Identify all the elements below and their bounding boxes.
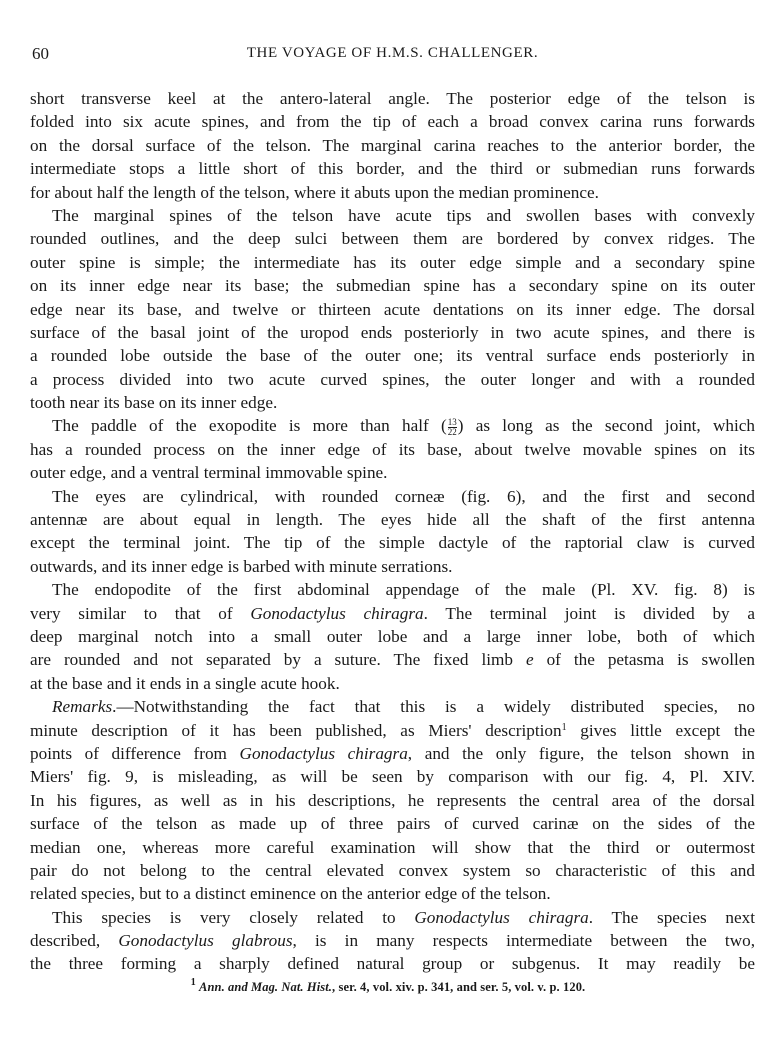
text-line [30,391,755,414]
fraction [448,418,457,437]
text-span: folded into six acute spines, and from the tip of each a broad convex carina runs forwards [30,112,755,132]
text-span: on the dorsal surface of the telson. The marginal carina reaches to the anterior border, the [30,135,755,155]
text-line [30,204,755,227]
text-line [30,952,755,975]
text-span: a process divided into two acute curved spines, the outer longer and with a rounded [30,369,755,389]
text-span: surface of the telson as made up of three pairs of curved carinæ on the sides of the [30,814,755,834]
paragraph [30,204,755,415]
text-line [30,181,755,204]
text-span: outwards, and its inner edge is barbed with minute serrations. [30,556,453,576]
text-line [30,485,755,508]
text-span: rounded outlines, and the deep sulci between them are bordered by convex ridges. The [30,229,755,249]
text-span: gives little except the [566,720,755,740]
text-span: short transverse keel at the antero-lateral angle. The posterior edge of the telson is [30,89,755,108]
text-line [30,648,755,671]
fraction-numerator: 13 [447,417,457,428]
text-span: very similar to that of [30,603,251,623]
text-line [30,906,755,929]
text-line [30,508,755,531]
text-span: tooth near its base on its inner edge. [30,393,278,413]
text-line [30,298,755,321]
paragraph [30,906,755,976]
text-line [30,929,755,952]
text-line [30,836,755,859]
text-span: pair do not belong to the central elevated convex system so characteristic of this and [30,860,755,880]
text-line [30,578,755,601]
text-line [30,344,755,367]
text-line [30,742,755,765]
text-line [30,227,755,250]
text-span: on its inner edge near its base; the submedian spine has a secondary spine on its outer [30,276,755,296]
text-line [30,672,755,695]
italic-text: Gonodactylus chiragra [250,603,424,623]
text-span: , and the only figure, the telson shown in [407,743,755,763]
paragraph [30,578,755,695]
text-span: The marginal spines of the telson have acute tips and swollen bases with convexly [52,205,755,225]
text-span: are rounded and not separated by a suture. The fixed limb [30,650,526,670]
text-line [30,882,755,905]
running-title: THE VOYAGE OF H.M.S. CHALLENGER. [246,45,539,61]
running-header [30,44,755,68]
text-line [30,719,755,742]
footnote-marker: 1 [190,977,196,988]
italic-text: Gonodactylus chiragra [414,907,589,927]
text-span: except the terminal joint. The tip of the simple dactyle of the raptorial claw is curved [30,533,755,553]
text-span: minute description of it has been published, as Miers' description [30,720,562,740]
paragraph [30,485,755,579]
text-line [30,157,755,180]
text-span: has a rounded process on the inner edge of its base, about twelve movable spines on its [30,439,755,459]
text-line [30,602,755,625]
text-span: points of difference from [30,743,240,763]
text-span: related species, but to a distinct eminence on the anterior edge of the telson. [30,884,551,904]
text-line [30,625,755,648]
text-line [30,531,755,554]
fraction-denominator: 22 [447,427,457,438]
text-line [30,461,755,484]
text-line [30,87,755,110]
italic-text: Gonodactylus chiragra [239,743,408,763]
text-line [30,321,755,344]
text-span: intermediate stops a little short of this border, and the third or submedian runs forwards [30,159,755,179]
text-span: .—Notwithstanding the fact that this is a widely distributed species, no [112,697,755,717]
text-span: . The species next [588,907,755,927]
text-span: The eyes are cylindrical, with rounded corneæ (fig. 6), and the first and second [52,486,755,506]
text-span: at the base and it ends in a single acute hook. [30,673,340,693]
text-line [30,110,755,133]
text-span: The endopodite of the first abdominal appendage of the male (Pl. XV. fig. 8) is [52,580,755,600]
text-line [30,368,755,391]
text-line [30,789,755,812]
text-span: Miers' fig. 9, is misleading, as will be seen by comparison with our fig. 4, Pl. XIV. [30,767,755,787]
footnote [0,977,776,995]
text-span: outer spine is simple; the intermediate has its outer edge simple and a secondary spine [30,252,755,272]
italic-text: e [525,650,534,670]
text-line [30,251,755,274]
body-text [30,87,755,976]
footnote-reference: 1 [561,721,567,733]
paragraph [30,414,755,484]
text-span: for about half the length of the telson, where it abuts upon the median prominence. [30,182,599,202]
text-span: surface of the basal joint of the uropod ends posteriorly in two acute spines, and there is [30,322,755,342]
text-line [30,414,755,437]
text-line [30,859,755,882]
text-span: of the petasma is swollen [533,650,756,670]
text-span: The paddle of the exopodite is more than half ( [52,416,447,436]
text-line [30,438,755,461]
text-line [30,274,755,297]
text-span: ) as long as the second joint, which [457,416,755,436]
text-span: the three forming a sharply defined natural group or subgenus. It may readily be [30,954,755,974]
text-span: . The terminal joint is divided by a [423,603,755,623]
footnote-text: , ser. 4, vol. xiv. p. 341, and ser. 5, vol. v. p. 120. [332,980,586,994]
text-line [30,765,755,788]
text-span: , is in many respects intermediate between the two, [292,931,755,951]
text-span: This species is very closely related to [52,907,415,927]
text-span: In his figures, as well as in his descriptions, he represents the central area of the dorsal [30,790,755,810]
text-span: median one, whereas more careful examination will show that the third or outermost [30,837,755,857]
italic-text: Remarks [52,697,113,717]
paragraph [30,87,755,204]
text-line [30,555,755,578]
paragraph [30,695,755,906]
text-span: deep marginal notch into a small outer lobe and a large inner lobe, both of which [30,626,755,646]
footnote-source: Ann. and Mag. Nat. Hist. [199,980,333,994]
page-number: 60 [32,44,49,63]
text-line [30,812,755,835]
text-line [30,695,755,718]
text-span: described, [30,931,119,951]
text-span: outer edge, and a ventral terminal immovable spine. [30,463,388,483]
text-line [30,134,755,157]
text-span: edge near its base, and twelve or thirteen acute dentations on its inner edge. The dorsal [30,299,755,319]
italic-text: Gonodactylus glabrous [118,931,293,951]
text-span: antennæ are about equal in length. The eyes hide all the shaft of the first antenna [30,510,755,530]
text-span: a rounded lobe outside the base of the outer one; its ventral surface ends posteriorly in [30,346,755,366]
